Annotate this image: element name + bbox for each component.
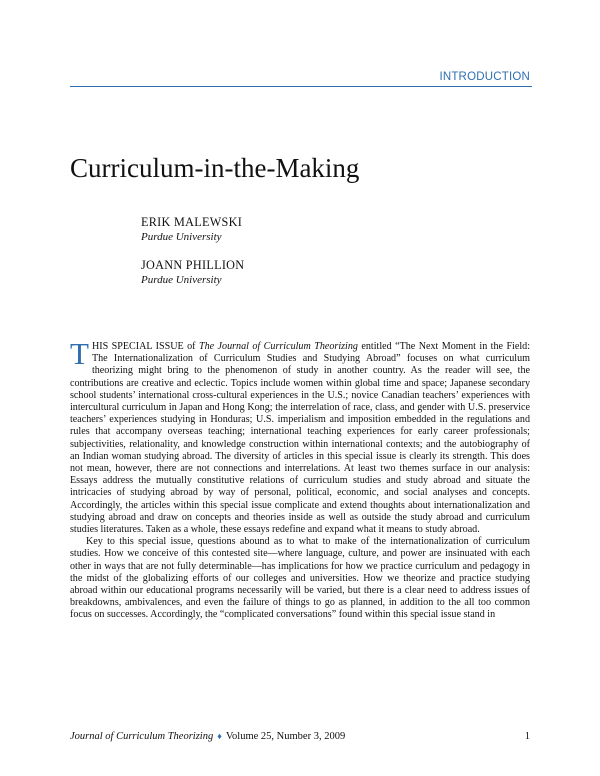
page-footer xyxy=(70,730,530,743)
author-affiliation: Purdue University xyxy=(141,231,222,243)
author-affiliation: Purdue University xyxy=(141,274,222,286)
article-title: Curriculum-in-the-Making xyxy=(70,153,360,183)
journal-title-inline: The Journal of Curriculum Theorizing xyxy=(198,341,358,352)
section-label: INTRODUCTION xyxy=(439,71,530,83)
article-body xyxy=(70,336,530,622)
footer-volume: Volume 25, Number 3, 2009 xyxy=(225,731,346,742)
paragraph-text: entitled “The Next Moment in the Field: The Internationalization of Curriculum Studies and Studying Abroad” focuses on what curriculum theorizing might bring to the phenomenon of study in another country. As the reader will see, the contributions are creative and eclectic. Topics include women within global time and space; Japanese secondary school students’ international cross-cultural experiences in the U.S.; novice Canadian teachers’ experiences with intercultural curriculum in Japan and Hong Kong; the interrelation of race, class, and gender with U.S. preservice teachers’ experiences studying in Honduras; U.S. imperialism and imposition embedded in the regulations and rules that accompany overseas teaching; international teaching experiences for early career professionals; subjectivities, relationality, and knowledge construction within international contexts; and the autobiography of an Indian woman studying abroad. The diversity of articles in this special issue is clearly its strength. This does not mean, however, there are not connections and interrelations. At least two themes surface in our analysis: Essays address the mutually constitutive relations of curriculum studies and study abroad and situate the intricacies of studying abroad by way of personal, political, economic, and social analyses and concepts. Accordingly, the articles within this special issue complicate and extend thoughts about internationalization and studying abroad and draw on concepts and theories inside as well as outside the study abroad and curriculum studies literatures. Taken as a whole, these essays redefine and expand what it means to study abroad. xyxy=(70,341,530,536)
author-name: ERIK MALEWSKI xyxy=(141,215,243,229)
footer-journal: Journal of Curriculum Theorizing xyxy=(70,731,214,742)
diamond-icon: ♦ xyxy=(217,731,222,741)
author-block xyxy=(141,215,441,244)
paragraph-lead: HIS SPECIAL ISSUE of xyxy=(91,341,199,352)
paragraph xyxy=(70,336,530,536)
drop-cap: T xyxy=(70,336,89,371)
author-block xyxy=(141,258,441,287)
author-name: JOANN PHILLION xyxy=(141,258,245,272)
paragraph: Key to this special issue, questions abound as to what to make of the internationalization of curriculum studies. How we conceive of this contested site—where language, culture, and power are insinuated with each other in ways that are not fully determinable—has implications for how we practice curriculum and pedagogy in the midst of the globalizing efforts of our colleges and universities. How we theorize and practice studying abroad within our educational programs necessarily will be varied, but there is a clear need to address issues of breakdowns, ambivalences, and even the failure of things to go as planned, in addition to the all too common focus on successes. Accordingly, the “complicated conversations” found within this special issue stand in xyxy=(70,536,530,621)
page-number: 1 xyxy=(524,731,530,742)
header-rule xyxy=(70,86,532,87)
